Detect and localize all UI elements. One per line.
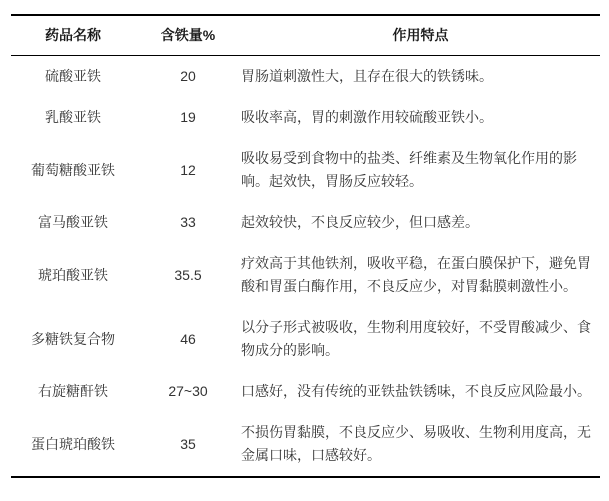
drug-name-cell: 琥珀酸亚铁 xyxy=(11,243,135,307)
header-row xyxy=(11,15,600,56)
iron-content-cell: 19 xyxy=(135,97,241,138)
action-characteristics-cell: 吸收率高，胃的刺激作用较硫酸亚铁小。 xyxy=(241,97,600,138)
iron-content-cell: 35.5 xyxy=(135,243,241,307)
iron-content-cell: 20 xyxy=(135,56,241,98)
drug-name-cell: 硫酸亚铁 xyxy=(11,56,135,98)
table-row xyxy=(11,243,600,307)
table-row xyxy=(11,138,600,202)
table-row xyxy=(11,307,600,371)
table-row xyxy=(11,371,600,412)
action-characteristics-cell: 疗效高于其他铁剂，吸收平稳，在蛋白膜保护下，避免胃酸和胃蛋白酶作用，不良反应少，对胃黏膜刺激性小。 xyxy=(241,243,600,307)
col-header-action-characteristics: 作用特点 xyxy=(241,15,600,56)
action-characteristics-cell: 不损伤胃黏膜，不良反应少、易吸收、生物利用度高，无金属口味，口感较好。 xyxy=(241,412,600,477)
drug-name-cell: 蛋白琥珀酸铁 xyxy=(11,412,135,477)
action-characteristics-cell: 胃肠道刺激性大，且存在很大的铁锈味。 xyxy=(241,56,600,98)
iron-content-cell: 12 xyxy=(135,138,241,202)
col-header-iron-content: 含铁量% xyxy=(135,15,241,56)
table-row xyxy=(11,412,600,477)
drug-name-cell: 乳酸亚铁 xyxy=(11,97,135,138)
action-characteristics-cell: 口感好，没有传统的亚铁盐铁锈味，不良反应风险最小。 xyxy=(241,371,600,412)
drug-name-cell: 右旋糖酐铁 xyxy=(11,371,135,412)
drug-name-cell: 葡萄糖酸亚铁 xyxy=(11,138,135,202)
action-characteristics-cell: 吸收易受到食物中的盐类、纤维素及生物氧化作用的影响。起效快，胃肠反应较轻。 xyxy=(241,138,600,202)
iron-content-cell: 46 xyxy=(135,307,241,371)
col-header-drug-name: 药品名称 xyxy=(11,15,135,56)
iron-content-cell: 27~30 xyxy=(135,371,241,412)
iron-content-cell: 33 xyxy=(135,202,241,243)
table-row xyxy=(11,56,600,98)
action-characteristics-cell: 以分子形式被吸收，生物利用度较好，不受胃酸减少、食物成分的影响。 xyxy=(241,307,600,371)
action-characteristics-cell: 起效较快，不良反应较少，但口感差。 xyxy=(241,202,600,243)
iron-content-cell: 35 xyxy=(135,412,241,477)
iron-supplements-table-page xyxy=(0,14,609,501)
table-row xyxy=(11,97,600,138)
drug-name-cell: 富马酸亚铁 xyxy=(11,202,135,243)
drug-name-cell: 多糖铁复合物 xyxy=(11,307,135,371)
iron-supplements-table xyxy=(11,14,600,478)
table-row xyxy=(11,202,600,243)
